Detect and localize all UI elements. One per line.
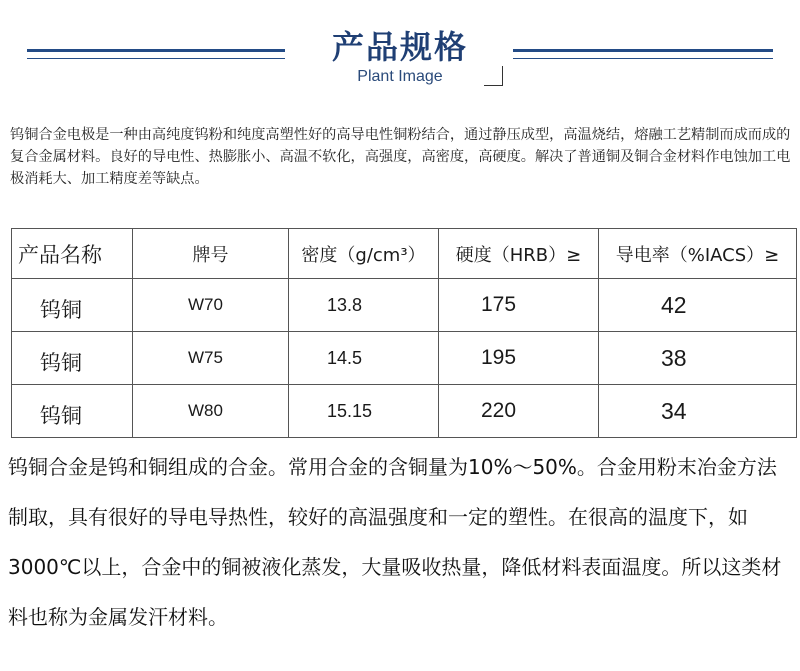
cell-grade: W70	[133, 279, 289, 332]
cell-grade: W75	[133, 332, 289, 385]
page-title: 产品规格	[331, 28, 468, 66]
cell-density: 14.5	[289, 332, 439, 385]
section-header	[0, 0, 800, 100]
header-product-name: 产品名称	[12, 229, 133, 279]
cell-density: 13.8	[289, 279, 439, 332]
table-header-row	[12, 229, 797, 279]
cell-conductivity: 42	[599, 279, 797, 332]
corner-mark-vertical	[502, 66, 503, 86]
cell-product-name: 钨铜	[12, 279, 133, 332]
page-subtitle: Plant Image	[357, 68, 443, 85]
cell-density: 15.15	[289, 385, 439, 438]
cell-product-name: 钨铜	[12, 385, 133, 438]
cell-conductivity: 38	[599, 332, 797, 385]
header-hardness: 硬度（HRB）≥	[439, 229, 599, 279]
cell-conductivity: 34	[599, 385, 797, 438]
description-paragraph: 钨铜合金是钨和铜组成的合金。常用合金的含铜量为10%～50%。合金用粉末冶金方法制取，具有很好的导电导热性，较好的高温强度和一定的塑性。在很高的温度下，如3000℃以上，合金中的铜被液化蒸发，大量吸收热量，降低材料表面温度。所以这类材料也称为金属发汗材料。	[8, 455, 782, 629]
header-conductivity: 导电率（%IACS）≥	[599, 229, 797, 279]
table-row	[12, 332, 797, 385]
cell-hardness: 195	[439, 332, 599, 385]
header-density: 密度（g/cm³）	[289, 229, 439, 279]
spec-table	[11, 228, 797, 438]
cell-grade: W80	[133, 385, 289, 438]
table-row	[12, 385, 797, 438]
intro-paragraph: 钨铜合金电极是一种由高纯度钨粉和纯度高塑性好的高导电性铜粉结合，通过静压成型，高温烧结，熔融工艺精制而成而成的复合金属材料。良好的导电性、热膨胀小、高温不软化，高强度，高密度，高硬度。解决了普通铜及铜合金材料作电蚀加工电极消耗大、加工精度差等缺点。	[10, 127, 791, 187]
table-row	[12, 279, 797, 332]
cell-product-name: 钨铜	[12, 332, 133, 385]
header-rule-right	[513, 49, 773, 59]
cell-hardness: 175	[439, 279, 599, 332]
header-grade: 牌号	[133, 229, 289, 279]
corner-mark-horizontal	[484, 85, 502, 86]
cell-hardness: 220	[439, 385, 599, 438]
